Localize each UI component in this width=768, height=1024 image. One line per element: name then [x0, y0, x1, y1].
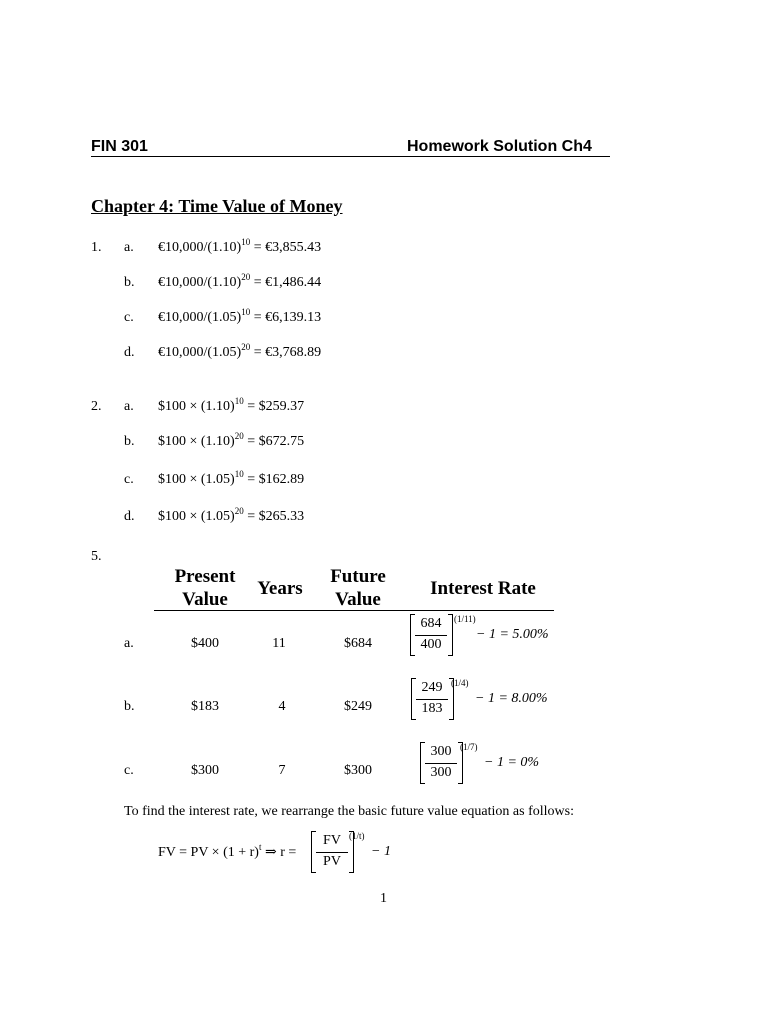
- fraction-exponent: (1/4): [451, 678, 469, 688]
- row-a-interest-rate-formula: [410, 614, 560, 658]
- right-bracket: [448, 614, 453, 656]
- problem-2c-equation: $100 × $(1.05)^{10}$ = $162.89: [158, 469, 305, 487]
- problem-2c-label: c.: [124, 472, 134, 487]
- interest-rate-result: − 1 = 0%: [484, 755, 540, 770]
- row-a-future-value: $684: [344, 636, 372, 651]
- row-a-present-value: $400: [191, 636, 219, 651]
- row-c-present-value: $300: [191, 763, 219, 778]
- document-title: Homework Solution Ch4: [407, 138, 592, 155]
- fraction-bar: [425, 763, 457, 764]
- row-a-label: a.: [124, 636, 134, 651]
- chapter-title: Chapter 4: Time Value of Money: [91, 196, 343, 216]
- problem-2d-equation: $100 × $(1.05)^{20}$ = $265.33: [158, 506, 305, 524]
- row-b-label: b.: [124, 699, 135, 714]
- header-future-value: Future Value: [330, 566, 386, 610]
- fraction-bar: [316, 852, 348, 853]
- general-formula-fraction: [311, 831, 411, 875]
- formula-result: − 1: [371, 844, 391, 859]
- problem-1b-label: b.: [124, 275, 135, 290]
- fraction-numerator: 249: [421, 680, 443, 695]
- problem-1a-equation: $€10,000/(1.10)^{10}$ = €3,855.43: [158, 237, 322, 255]
- fraction-bar: [416, 699, 448, 700]
- row-c-future-value: $300: [344, 763, 372, 778]
- row-c-label: c.: [124, 763, 134, 778]
- fraction-denominator: PV: [323, 854, 341, 869]
- header-interest-rate: Interest Rate: [430, 578, 536, 599]
- fraction-numerator: 300: [430, 744, 452, 759]
- fraction-exponent: (1/11): [454, 614, 476, 624]
- row-b-future-value: $249: [344, 699, 372, 714]
- header-rule: [91, 156, 610, 157]
- row-c-years: 7: [278, 763, 286, 778]
- header-years: Years: [257, 578, 303, 599]
- row-b-present-value: $183: [191, 699, 219, 714]
- row-a-years: 11: [272, 636, 286, 651]
- general-formula-lhs: FV = PV × $(1 + r)^t$ ⇒ r =: [158, 842, 297, 860]
- table-header-rule: [154, 610, 554, 611]
- row-c-interest-rate-formula: [420, 742, 570, 786]
- header-present-value: Present Value: [174, 566, 236, 610]
- row-b-years: 4: [278, 699, 286, 714]
- course-code: FIN 301: [91, 138, 148, 155]
- row-b-interest-rate-formula: [411, 678, 561, 722]
- problem-1a-label: a.: [124, 240, 134, 255]
- explanation-note: To find the interest rate, we rearrange the basic future value equation as follows:: [124, 804, 574, 819]
- problem-1d-label: d.: [124, 345, 135, 360]
- problem-2d-label: d.: [124, 509, 135, 524]
- problem-2a-label: a.: [124, 399, 134, 414]
- fraction-numerator: FV: [323, 833, 341, 848]
- problem-1d-equation: $€10,000/(1.05)^{20}$ = €3,768.89: [158, 342, 322, 360]
- fraction-exponent: (1/7): [460, 742, 478, 752]
- problem-1c-equation: $€10,000/(1.05)^{10}$ = €6,139.13: [158, 307, 322, 325]
- problem-2b-equation: $100 × $(1.10)^{20}$ = $672.75: [158, 431, 305, 449]
- fraction-exponent: (1/t): [349, 831, 365, 841]
- problem-2b-label: b.: [124, 434, 135, 449]
- problem-5-number: 5.: [91, 549, 102, 564]
- page-number: 1: [380, 891, 387, 906]
- problem-1c-label: c.: [124, 310, 134, 325]
- interest-rate-result: − 1 = 8.00%: [475, 691, 548, 706]
- fraction-denominator: 300: [430, 765, 452, 780]
- interest-rate-result: − 1 = 5.00%: [476, 627, 549, 642]
- problem-1b-equation: $€10,000/(1.10)^{20}$ = €1,486.44: [158, 272, 322, 290]
- problem-2a-equation: $100 × $(1.10)^{10}$ = $259.37: [158, 396, 305, 414]
- fraction-denominator: 400: [420, 637, 442, 652]
- fraction-bar: [415, 635, 447, 636]
- problem-1-number: 1.: [91, 240, 102, 255]
- fraction-denominator: 183: [421, 701, 443, 716]
- problem-2-number: 2.: [91, 399, 102, 414]
- fraction-numerator: 684: [420, 616, 442, 631]
